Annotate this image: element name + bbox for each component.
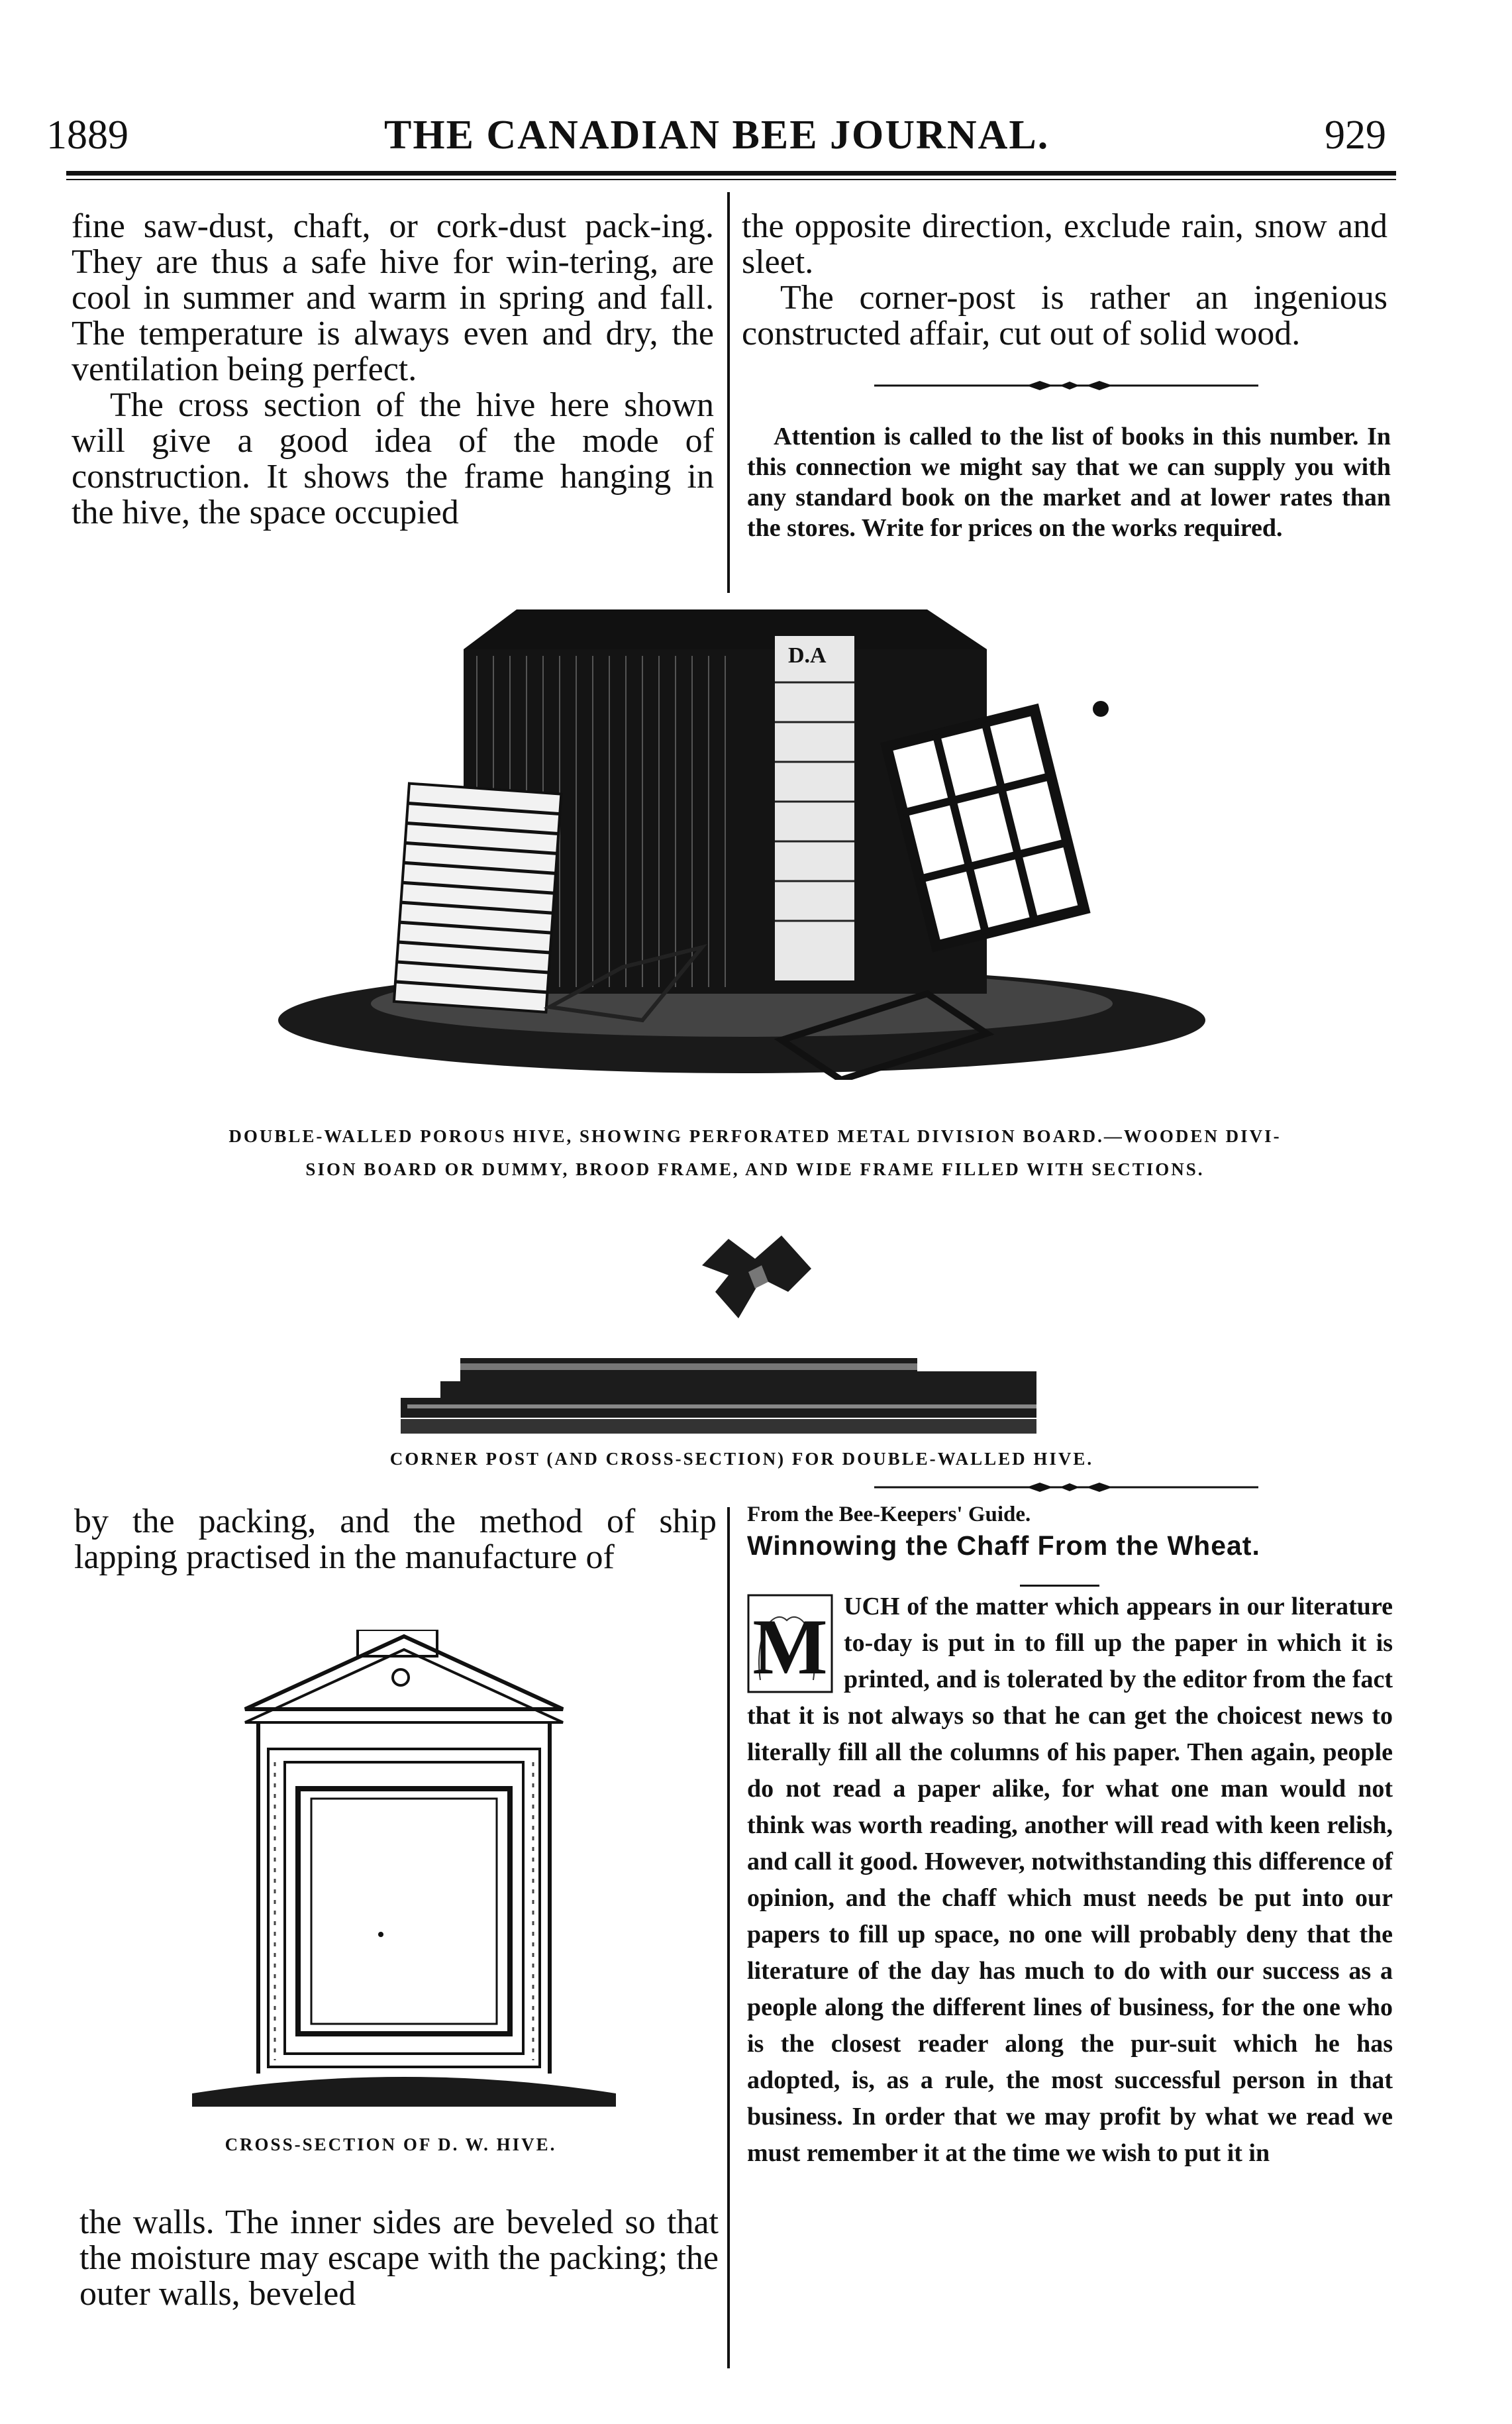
- right-column-top: [742, 209, 1387, 352]
- left-column-bottom: the walls. The inner sides are beveled so that the moisture may escape with the packing; the outer walls, beveled: [79, 2203, 719, 2313]
- hive-caption-line1: DOUBLE-WALLED POROUS HIVE, SHOWING PERFORATED METAL DIVISION BOARD.—WOODEN DIVI-: [228, 1126, 1282, 1146]
- column-divider-bottom: [727, 1507, 730, 2368]
- cross-section-illustration: [192, 1630, 616, 2107]
- column-divider-top: [727, 192, 730, 593]
- article-text: UCH of the matter which appears in our literature to-day is put in to fill up the paper in which it is printed, and is tolerated by the editor from the fact that it is not always so that he can get the choicest news to literally fill all the columns of his paper. Then again, people do not read a paper alike, for what one man would not think was worth reading, another will read with keen relish, and call it good. However, notwithstanding this difference of opinion, and the chaff which must needs be put into our papers to fill up space, no one will probably deny that the literature of the day has much to do with our success as a people along the different lines of business, for the one who is the closest reader along the pur-suit which he has adopted, is, as a rule, the most successful person in that business. In order that we may profit by what we read we must remember it at the time we wish to put it in: [747, 1593, 1393, 2167]
- corner-post-cross-section: [689, 1219, 821, 1332]
- drop-cap-letter: M: [752, 1603, 828, 1691]
- corner-post-caption: CORNER POST (AND CROSS-SECTION) FOR DOUBLE-WALLED HIVE.: [389, 1449, 1094, 1469]
- hive-label: D.A: [788, 643, 827, 668]
- article-body: [747, 1589, 1393, 2172]
- header-rule-thin: [66, 179, 1396, 180]
- paragraph: The cross section of the hive here shown will give a good idea of the mode of construction. It shows the frame hanging in the hive, the space occupied: [72, 386, 714, 531]
- drop-cap: [747, 1594, 833, 1693]
- decorative-flourish: [874, 1481, 1258, 1497]
- corner-post-illustration: [401, 1345, 1063, 1444]
- article-title: Winnowing the Chaff From the Wheat.: [747, 1530, 1260, 1561]
- left-column-mid: by the packing, and the method of ship lapping practised in the manufacture of: [74, 1502, 717, 1576]
- article-source: From the Bee-Keepers' Guide.: [747, 1502, 1031, 1526]
- hive-caption-line2: SION BOARD OR DUMMY, BROOD FRAME, AND WIDE FRAME FILLED WITH SECTIONS.: [305, 1159, 1205, 1179]
- journal-title: THE CANADIAN BEE JOURNAL.: [384, 113, 1050, 158]
- decorative-flourish: [874, 379, 1258, 395]
- books-notice: Attention is called to the list of books in this number. In this connection we might say that we can supply you with any standard book on the market and at lower rates than the stores. Write for prices on the works required.: [747, 423, 1391, 542]
- cross-section-caption: CROSS-SECTION OF D. W. HIVE.: [225, 2134, 557, 2154]
- paragraph: the opposite direction, exclude rain, snow and sleet.: [742, 207, 1387, 281]
- page-year: 1889: [46, 113, 128, 158]
- hive-illustration: [265, 596, 1205, 1080]
- paragraph: The corner-post is rather an ingenious constructed affair, cut out of solid wood.: [742, 279, 1387, 352]
- page-number: 929: [1325, 113, 1386, 158]
- title-underline: [1020, 1585, 1099, 1587]
- header-rule: [66, 171, 1396, 176]
- paragraph: fine saw-dust, chaft, or cork-dust pack-ing. They are thus a safe hive for win-tering, are cool in summer and warm in spring and fall. The temperature is always even and dry, the ventilation being perfect.: [72, 207, 714, 388]
- left-column-top: [72, 209, 714, 531]
